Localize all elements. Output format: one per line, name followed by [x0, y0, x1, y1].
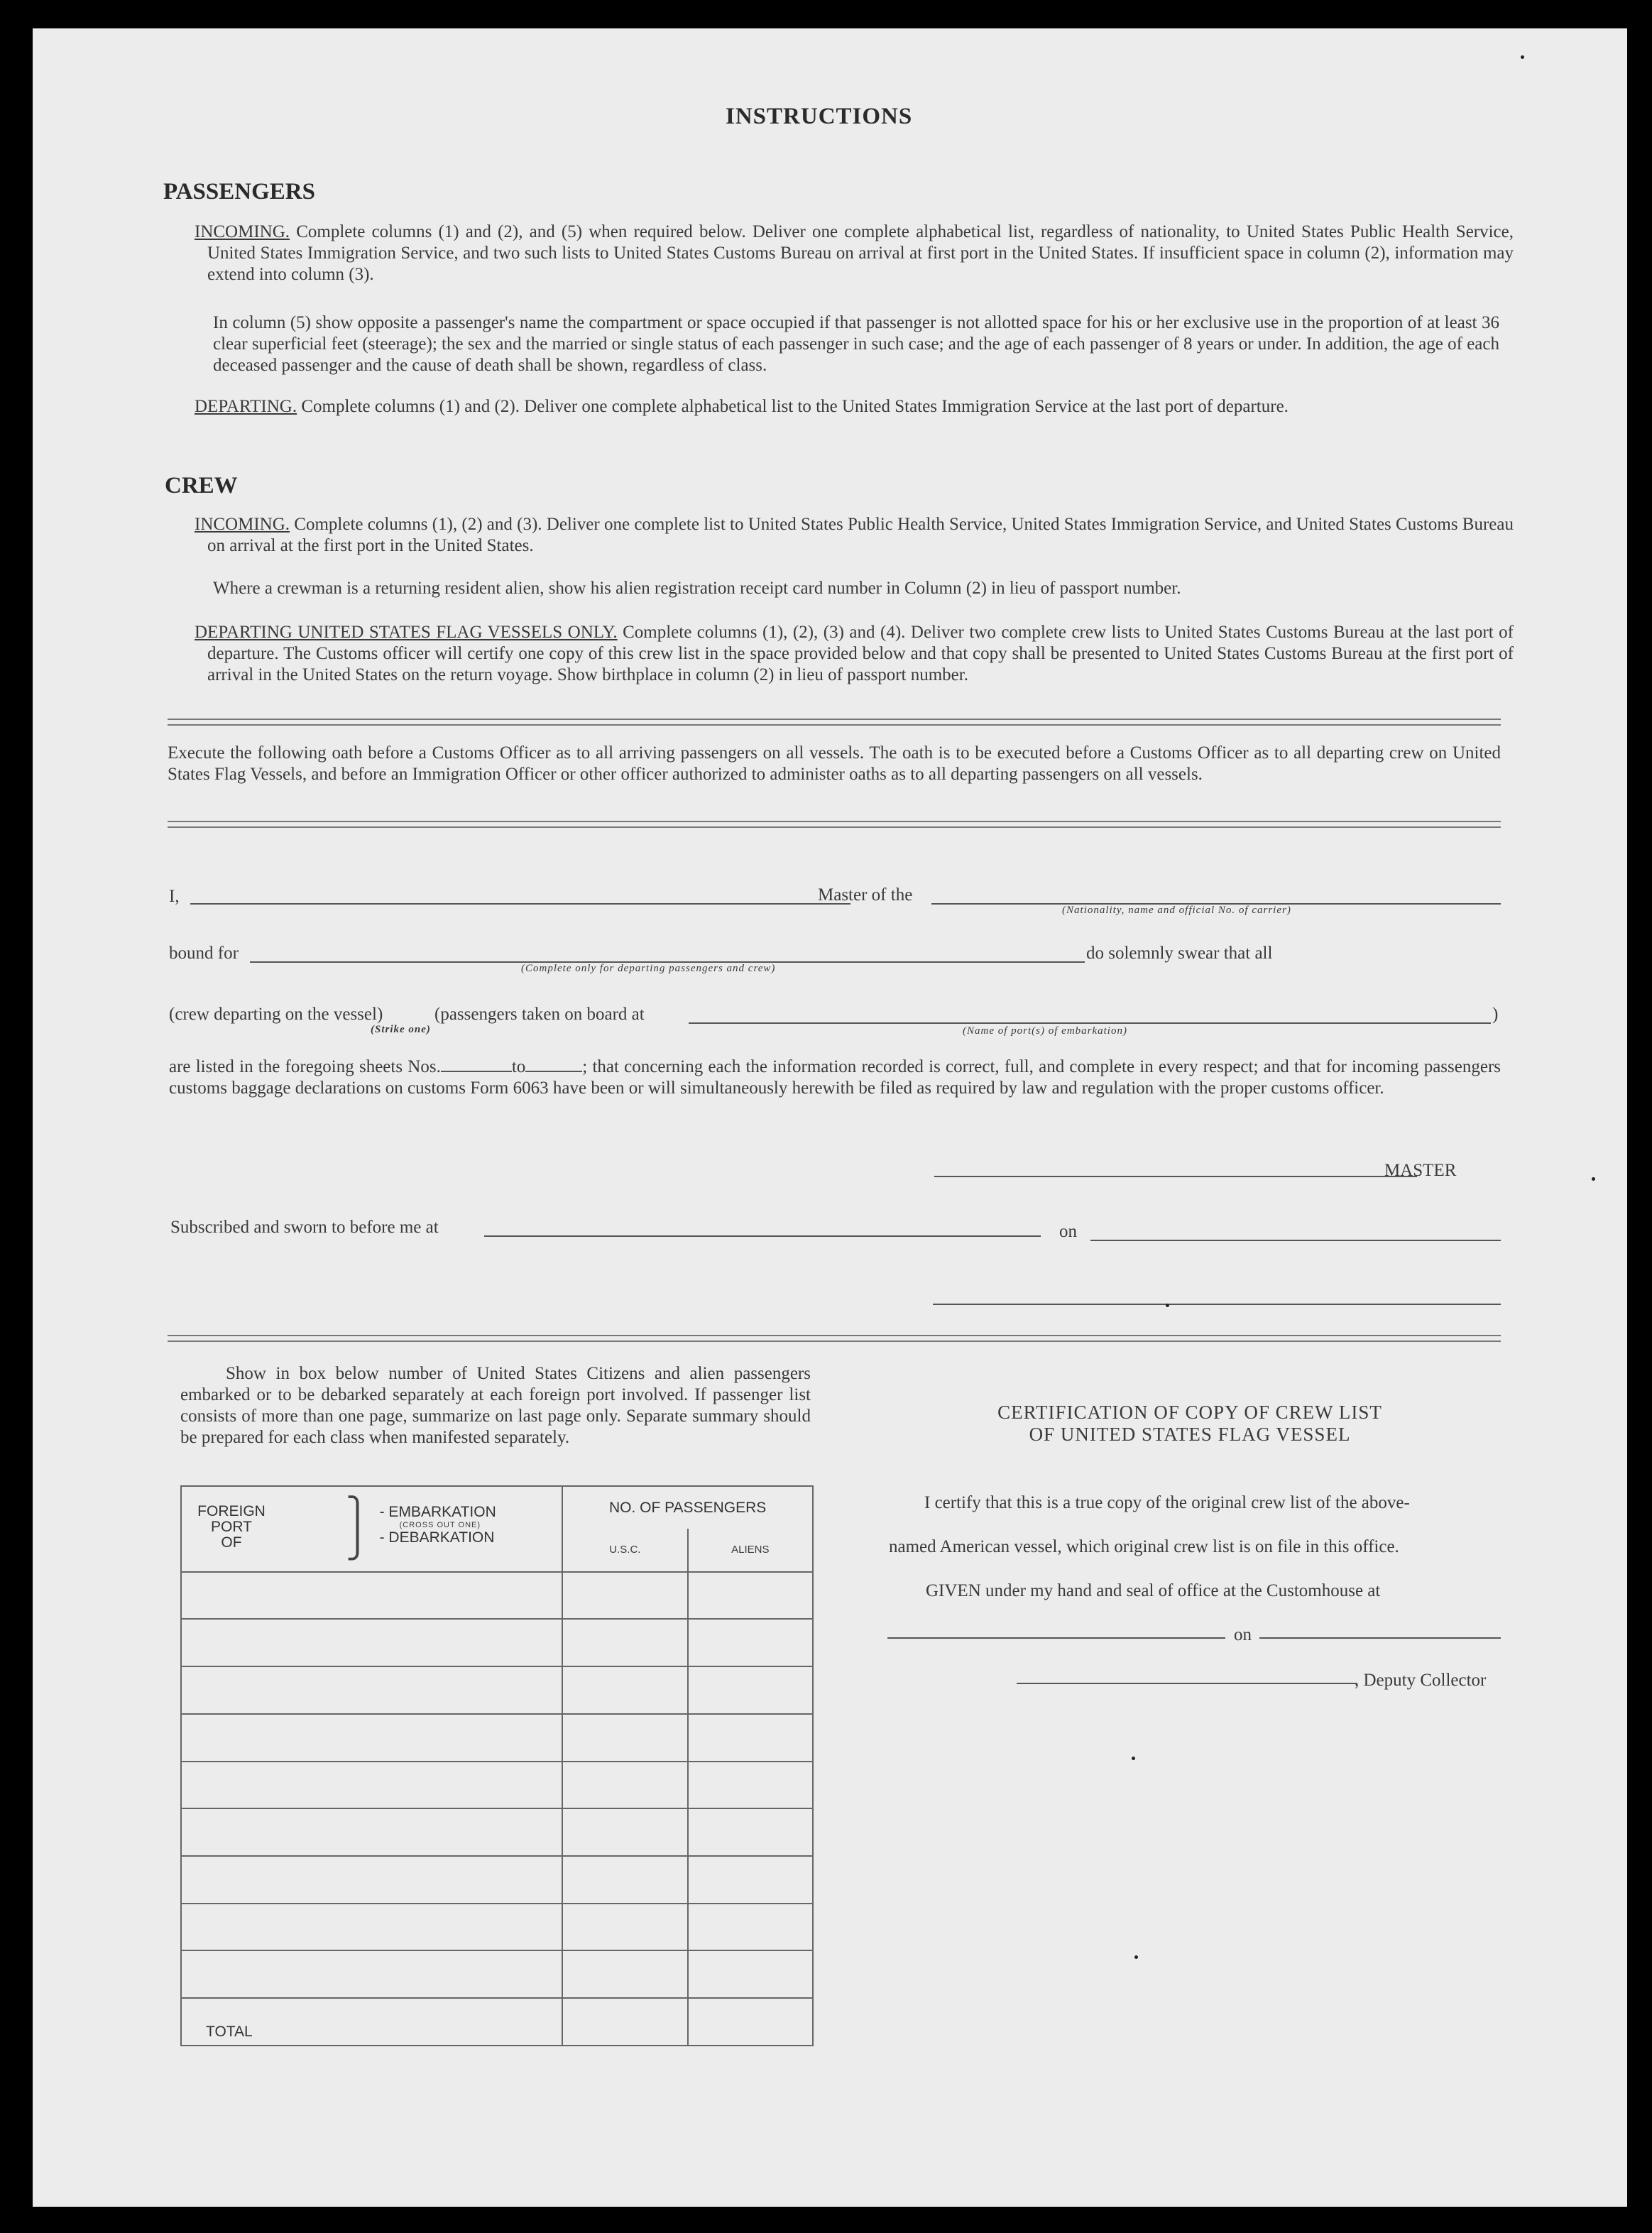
usc-total-cell[interactable] — [562, 1998, 687, 2046]
passengers-departing-text: Complete columns (1) and (2). Deliver one complete alphabetical list to the United States Immigration Service at the last port of departure. — [301, 397, 1289, 416]
master-name-field[interactable] — [190, 903, 850, 905]
embarkation-label: - EMBARKATION — [379, 1504, 496, 1520]
table-row — [181, 1572, 813, 1620]
passengers-incoming-label: INCOMING. — [195, 222, 290, 241]
port-cell[interactable] — [181, 1856, 562, 1904]
usc-cell[interactable] — [562, 1619, 687, 1666]
total-row — [181, 1998, 813, 2046]
certification-on-label: on — [1234, 1625, 1252, 1644]
passengers-incoming-text: Complete columns (1) and (2), and (5) when required below. Deliver one complete alphabetical list, regardless of nationality, to United States Public Health Service, United States Immigration Service, and two such lists to United States Customs Bureau on arrival at first port in the United States. If insufficient space in column (2), information may extend into column (3). — [207, 222, 1514, 284]
crew-incoming-label: INCOMING. — [195, 515, 290, 534]
officer-signature-field[interactable] — [933, 1304, 1501, 1305]
usc-cell[interactable] — [562, 1666, 687, 1714]
divider — [168, 1335, 1501, 1342]
bracket-left: ⎫ ⎭ — [346, 1497, 369, 1560]
aliens-cell[interactable] — [688, 1714, 813, 1762]
scan-speck — [1592, 1177, 1595, 1181]
table-row — [181, 1619, 813, 1666]
port-cell[interactable] — [181, 1808, 562, 1856]
crew-resident-paragraph: Where a crewman is a returning resident alien, show his alien registration receipt card number in Column (2) in lieu of passport number. — [213, 579, 1181, 598]
deputy-collector-label: , Deputy Collector — [1355, 1671, 1487, 1690]
usc-cell[interactable] — [562, 1856, 687, 1904]
scan-speck — [1134, 1955, 1138, 1959]
port-cell[interactable] — [181, 1904, 562, 1951]
table-row — [181, 1808, 813, 1856]
listed-paragraph — [169, 1057, 1501, 1099]
certification-title-line2: OF UNITED STATES FLAG VESSEL — [1029, 1424, 1351, 1445]
port-cell[interactable] — [181, 1762, 562, 1809]
master-signature-field[interactable] — [934, 1176, 1417, 1177]
divider — [168, 719, 1501, 726]
passengers-taken-option: (passengers taken on board at — [434, 1005, 645, 1024]
to-label: to — [511, 1057, 526, 1076]
crew-departing-text: Complete columns (1), (2), (3) and (4). Deliver two complete crew lists to United States Customs Bureau at the last port of departure. The Customs officer will certify one copy of this crew list in the space provided below and that copy shall be presented to United States Customs Bureau at the first port of arrival in the United States on the return voyage. Show birthplace in column (2) in lieu of passport number. — [207, 623, 1514, 684]
crew-incoming-paragraph — [195, 514, 1514, 557]
bound-for-label: bound for — [169, 944, 239, 963]
usc-cell[interactable] — [562, 1950, 687, 1998]
usc-cell[interactable] — [562, 1714, 687, 1762]
table-row — [181, 1904, 813, 1951]
scan-speck — [1132, 1757, 1135, 1760]
summary-instructions: Show in box below number of United States Citizens and alien passengers embarked or to be debarked separately at each foreign port involved. If passenger list consists of more than one page, summarize on last page only. Separate summary should be prepared for each class when manifested separately. — [180, 1364, 811, 1447]
usc-cell[interactable] — [562, 1808, 687, 1856]
passengers-departing-paragraph — [195, 396, 1514, 417]
port-label: PORT — [211, 1519, 252, 1535]
port-cell[interactable] — [181, 1572, 562, 1620]
passenger-summary-table — [180, 1485, 814, 2046]
form-page — [33, 28, 1627, 2207]
table-row — [181, 1950, 813, 1998]
master-of-the-label: Master of the — [818, 885, 913, 905]
close-paren: ) — [1492, 1005, 1499, 1024]
customhouse-field[interactable] — [887, 1637, 1225, 1639]
scan-speck — [1521, 55, 1524, 59]
vessel-caption: (Nationality, name and official No. of carrier) — [1062, 905, 1291, 916]
usc-cell[interactable] — [562, 1572, 687, 1620]
sworn-on-label: on — [1059, 1222, 1077, 1241]
port-caption: (Name of port(s) of embarkation) — [963, 1025, 1127, 1037]
of-label: OF — [221, 1534, 242, 1551]
certification-title — [877, 1402, 1502, 1446]
foreign-label: FOREIGN — [197, 1503, 266, 1519]
cross-out-one-label: (CROSS OUT ONE) — [399, 1521, 481, 1529]
certify-line2: named American vessel, which original crew list is on file in this office. — [889, 1537, 1399, 1556]
swear-text: do solemnly swear that all — [1086, 944, 1273, 963]
port-cell[interactable] — [181, 1714, 562, 1762]
aliens-cell[interactable] — [688, 1762, 813, 1809]
passengers-heading: PASSENGERS — [163, 179, 315, 204]
usc-cell[interactable] — [562, 1762, 687, 1809]
total-label: TOTAL — [181, 1998, 562, 2046]
aliens-cell[interactable] — [688, 1856, 813, 1904]
crew-departing-label: DEPARTING UNITED STATES FLAG VESSELS ONLY. — [195, 623, 618, 642]
table-row — [181, 1856, 813, 1904]
aliens-cell[interactable] — [688, 1572, 813, 1620]
oath-i-label: I, — [169, 887, 180, 906]
debarkation-label: - DEBARKATION — [379, 1529, 495, 1546]
deputy-signature-field[interactable] — [1017, 1683, 1357, 1684]
oath-instructions: Execute the following oath before a Customs Officer as to all arriving passengers on all vessels. The oath is to be executed before a Customs Officer as to all departing crew on United States Flag Vessels, and before an Immigration Officer or other officer authorized to administer oaths as to all departing passengers on all vessels. — [168, 743, 1501, 784]
certification-title-line1: CERTIFICATION OF COPY OF CREW LIST — [997, 1402, 1382, 1423]
port-cell[interactable] — [181, 1950, 562, 1998]
divider — [168, 821, 1501, 828]
master-label: MASTER — [1384, 1161, 1457, 1180]
bound-for-caption: (Complete only for departing passengers and crew) — [521, 963, 776, 974]
certification-date-field[interactable] — [1259, 1637, 1501, 1639]
sheet-from-field[interactable] — [441, 1058, 512, 1072]
table-row — [181, 1714, 813, 1762]
crew-incoming-text: Complete columns (1), (2) and (3). Deliver one complete list to United States Public Health Service, United States Immigration Service, and United States Customs Bureau on arrival at the first port in the United States. — [207, 515, 1514, 555]
embarkation-port-field[interactable] — [689, 1022, 1491, 1024]
sheet-to-field[interactable] — [525, 1058, 582, 1072]
passengers-column5-paragraph: In column (5) show opposite a passenger's name the compartment or space occupied if that passenger is not allotted space for his or her exclusive use in the proportion of at least 36 clear superficial feet (steerage); the sex and the married or single status of each passenger in such case; and the age of each passenger of 8 years or under. In addition, the age of each deceased passenger and the cause of death shall be shown, regardless of class. — [213, 313, 1499, 375]
strike-one-caption: (Strike one) — [371, 1024, 431, 1035]
passengers-incoming-paragraph — [195, 222, 1514, 285]
no-of-passengers-header: NO. OF PASSENGERS — [562, 1486, 813, 1529]
page-title: INSTRUCTIONS — [726, 104, 913, 129]
table-row — [181, 1762, 813, 1809]
crew-departing-option: (crew departing on the vessel) — [169, 1005, 383, 1024]
aliens-cell[interactable] — [688, 1619, 813, 1666]
aliens-cell[interactable] — [688, 1950, 813, 1998]
sworn-date-field[interactable] — [1090, 1240, 1501, 1241]
table-row — [181, 1666, 813, 1714]
port-header-cell — [181, 1486, 374, 1572]
aliens-header: ALIENS — [688, 1529, 813, 1571]
foreign-port-of-header — [182, 1504, 281, 1551]
scan-speck — [1166, 1304, 1169, 1307]
listed-prefix: are listed in the foregoing sheets Nos. — [169, 1057, 441, 1076]
passengers-departing-label: DEPARTING. — [195, 397, 297, 416]
aliens-total-cell[interactable] — [688, 1998, 813, 2046]
crew-heading: CREW — [165, 473, 238, 498]
embark-header-cell — [374, 1486, 563, 1572]
subscribed-label: Subscribed and sworn to before me at — [170, 1218, 439, 1237]
given-line: GIVEN under my hand and seal of office at the Customhouse at — [926, 1581, 1381, 1600]
crew-departing-paragraph — [195, 622, 1514, 686]
aliens-cell[interactable] — [688, 1666, 813, 1714]
listed-text: ; that concerning each the information recorded is correct, full, and complete in every respect; and that for incoming passengers customs baggage declarations on customs Form 6063 have been or will simultaneously herewith be filed as required by law and regulation with the proper customs officer. — [169, 1057, 1501, 1098]
sworn-at-field[interactable] — [484, 1235, 1041, 1237]
certify-line1: I certify that this is a true copy of the original crew list of the above- — [924, 1493, 1410, 1512]
usc-header: U.S.C. — [562, 1529, 687, 1571]
usc-cell[interactable] — [562, 1904, 687, 1951]
summary-rows — [181, 1572, 813, 2046]
aliens-cell[interactable] — [688, 1904, 813, 1951]
port-cell[interactable] — [181, 1666, 562, 1714]
port-cell[interactable] — [181, 1619, 562, 1666]
aliens-cell[interactable] — [688, 1808, 813, 1856]
